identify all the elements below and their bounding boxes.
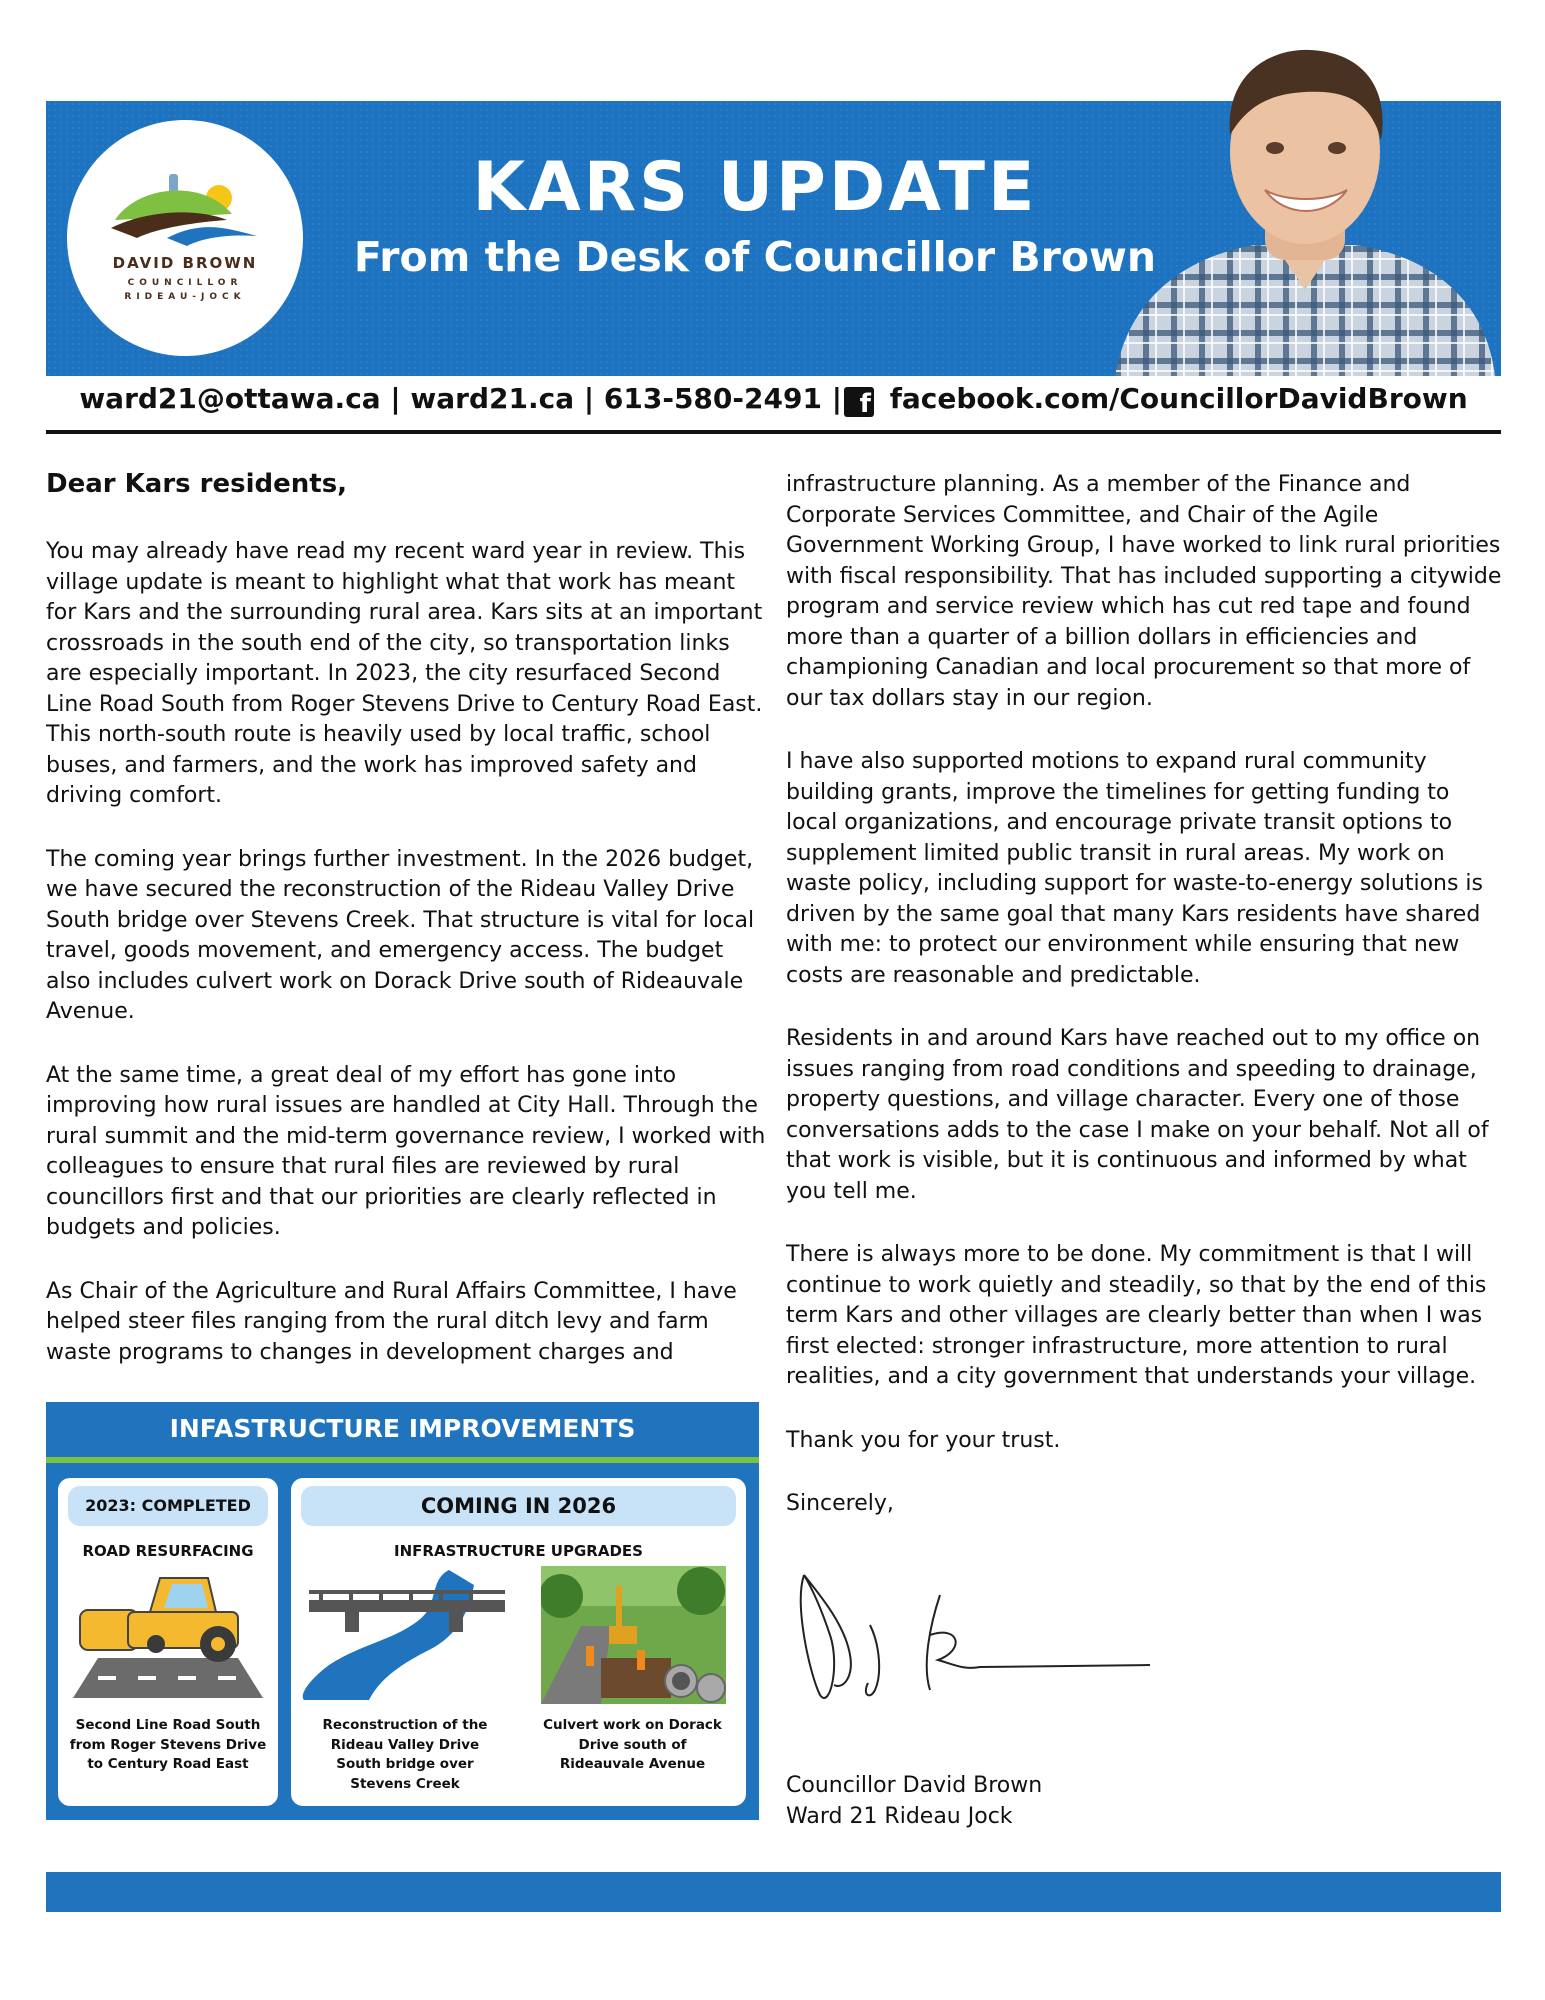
letter-paragraph: infrastructure planning. As a member of the Finance and Corporate Services Committee, and Chair of the Agile Government Working Group, I have worked to link rural priorities with fiscal responsibility. That has included supporting a citywide program and service review which has cut red tape and found more than a quarter of a billion dollars in efficiencies and championing Canadian and local procurement so that more of our tax dollars stay in our region. bbox=[786, 472, 1502, 711]
completed-caption: Second Line Road South from Roger Stevens Drive to Century Road East bbox=[69, 1717, 267, 1772]
contact-line: ward21@ottawa.ca | ward21.ca | 613-580-2491 | f facebook.com/CouncillorDavidBrown bbox=[79, 382, 1468, 419]
letter-column-right bbox=[786, 470, 1506, 1553]
bridge-caption: Reconstruction of the Rideau Valley Drive South bridge over Stevens Creek bbox=[322, 1717, 488, 1792]
coming-label: COMING IN 2026 bbox=[301, 1486, 736, 1526]
letter-paragraph: As Chair of the Agriculture and Rural Affairs Committee, I have helped steer files ranging from the rural ditch levy and farm waste programs to changes in development charges and bbox=[46, 1278, 737, 1365]
letter-paragraph: I have also supported motions to expand rural community building grants, improve the timelines for getting funding to local organizations, and encourage private transit options to supplement limited public transit in rural areas. My work on waste policy, including support for waste-to-energy solutions is driven by the same goal that many Kars residents have shared with me: to protect our environment while ensuring that new costs are reasonable and predictable. bbox=[786, 749, 1483, 988]
road-roller-icon bbox=[68, 1570, 268, 1700]
page-title: KARS UPDATE bbox=[472, 148, 1038, 227]
facebook-link[interactable]: facebook.com/CouncillorDavidBrown bbox=[889, 382, 1468, 415]
phone-number[interactable]: 613-580-2491 bbox=[603, 382, 822, 415]
page-subtitle: From the Desk of Councillor Brown bbox=[353, 233, 1157, 281]
letter-paragraph: The coming year brings further investment. In the 2026 budget, we have secured the reconstruction of the Rideau Valley Drive South bridge over Stevens Creek. That structure is vital for local travel, goods movement, and emergency access. The budget also includes culvert work on Dorack Drive south of Rideauvale Avenue. bbox=[46, 846, 755, 1024]
completed-card bbox=[58, 1478, 278, 1806]
infrastructure-infographic bbox=[46, 1402, 759, 1820]
letter-closing: Sincerely, bbox=[786, 1491, 894, 1516]
handwritten-signature bbox=[790, 1565, 1150, 1715]
email-link[interactable]: ward21@ottawa.ca bbox=[79, 382, 381, 415]
coming-card bbox=[291, 1478, 746, 1806]
letter-paragraph: Residents in and around Kars have reached out to my office on issues ranging from road conditions and speeding to drainage, property questions, and village character. Every one of those conversations adds to the case I make on your behalf. Not all of that work is visible, but it is continuous and informed by what you tell me. bbox=[786, 1026, 1489, 1204]
logo-ward: RIDEAU-JOCK bbox=[124, 292, 246, 302]
logo-name: DAVID BROWN bbox=[112, 254, 258, 272]
signoff-ward: Ward 21 Rideau Jock bbox=[786, 1803, 1013, 1829]
letter-paragraph: There is always more to be done. My commitment is that I will continue to work quietly and steadily, so that by the end of this term Kars and other villages are clearly better than when I was first elected: stronger infrastructure, more attention to rural realities, and a city government that understands your village. bbox=[786, 1242, 1487, 1389]
logo-role: COUNCILLOR bbox=[127, 278, 243, 288]
letter-paragraph: You may already have read my recent ward year in review. This village update is meant to highlight what that work has meant for Kars and the surrounding rural area. Kars sits at an important crossroads in the south end of the city, so transportation links are especially important. In 2023, the city resurfaced Second Line Road South from Roger Stevens Drive to Century Road East. This north-south route is heavily used by local traffic, school buses, and farmers, and the work has improved safety and driving comfort. bbox=[46, 539, 763, 808]
bridge-river-icon bbox=[299, 1570, 511, 1700]
footer-bar bbox=[46, 1872, 1501, 1912]
sign-off bbox=[786, 1771, 1042, 1832]
councillor-portrait bbox=[1105, 40, 1500, 376]
accent-bar bbox=[46, 1457, 759, 1463]
landscape-logo-icon bbox=[107, 168, 262, 248]
salutation: Dear Kars residents, bbox=[46, 469, 348, 499]
website-link[interactable]: ward21.ca bbox=[410, 382, 575, 415]
completed-label: 2023: COMPLETED bbox=[68, 1486, 268, 1526]
councillor-logo bbox=[67, 120, 303, 356]
letter-paragraph: Thank you for your trust. bbox=[786, 1427, 1061, 1453]
letter-column-left bbox=[46, 537, 766, 1401]
completed-subtitle: ROAD RESURFACING bbox=[82, 1542, 254, 1560]
signoff-name: Councillor David Brown bbox=[786, 1773, 1043, 1798]
culvert-work-icon bbox=[541, 1566, 726, 1704]
letter-paragraph: At the same time, a great deal of my effort has gone into improving how rural issues are handled at City Hall. Through the rural summit and the mid-term governance review, I worked with colleagues to ensure that rural files are reviewed by rural councillors first and that our priorities are clearly reflected in budgets and policies. bbox=[46, 1062, 766, 1240]
coming-subtitle: INFRASTRUCTURE UPGRADES bbox=[394, 1542, 643, 1560]
culvert-caption: Culvert work on Dorack Drive south of Rideauvale Avenue bbox=[543, 1717, 722, 1772]
facebook-icon: f bbox=[844, 387, 874, 417]
header-divider bbox=[46, 430, 1501, 434]
infographic-title: INFASTRUCTURE IMPROVEMENTS bbox=[169, 1414, 636, 1443]
